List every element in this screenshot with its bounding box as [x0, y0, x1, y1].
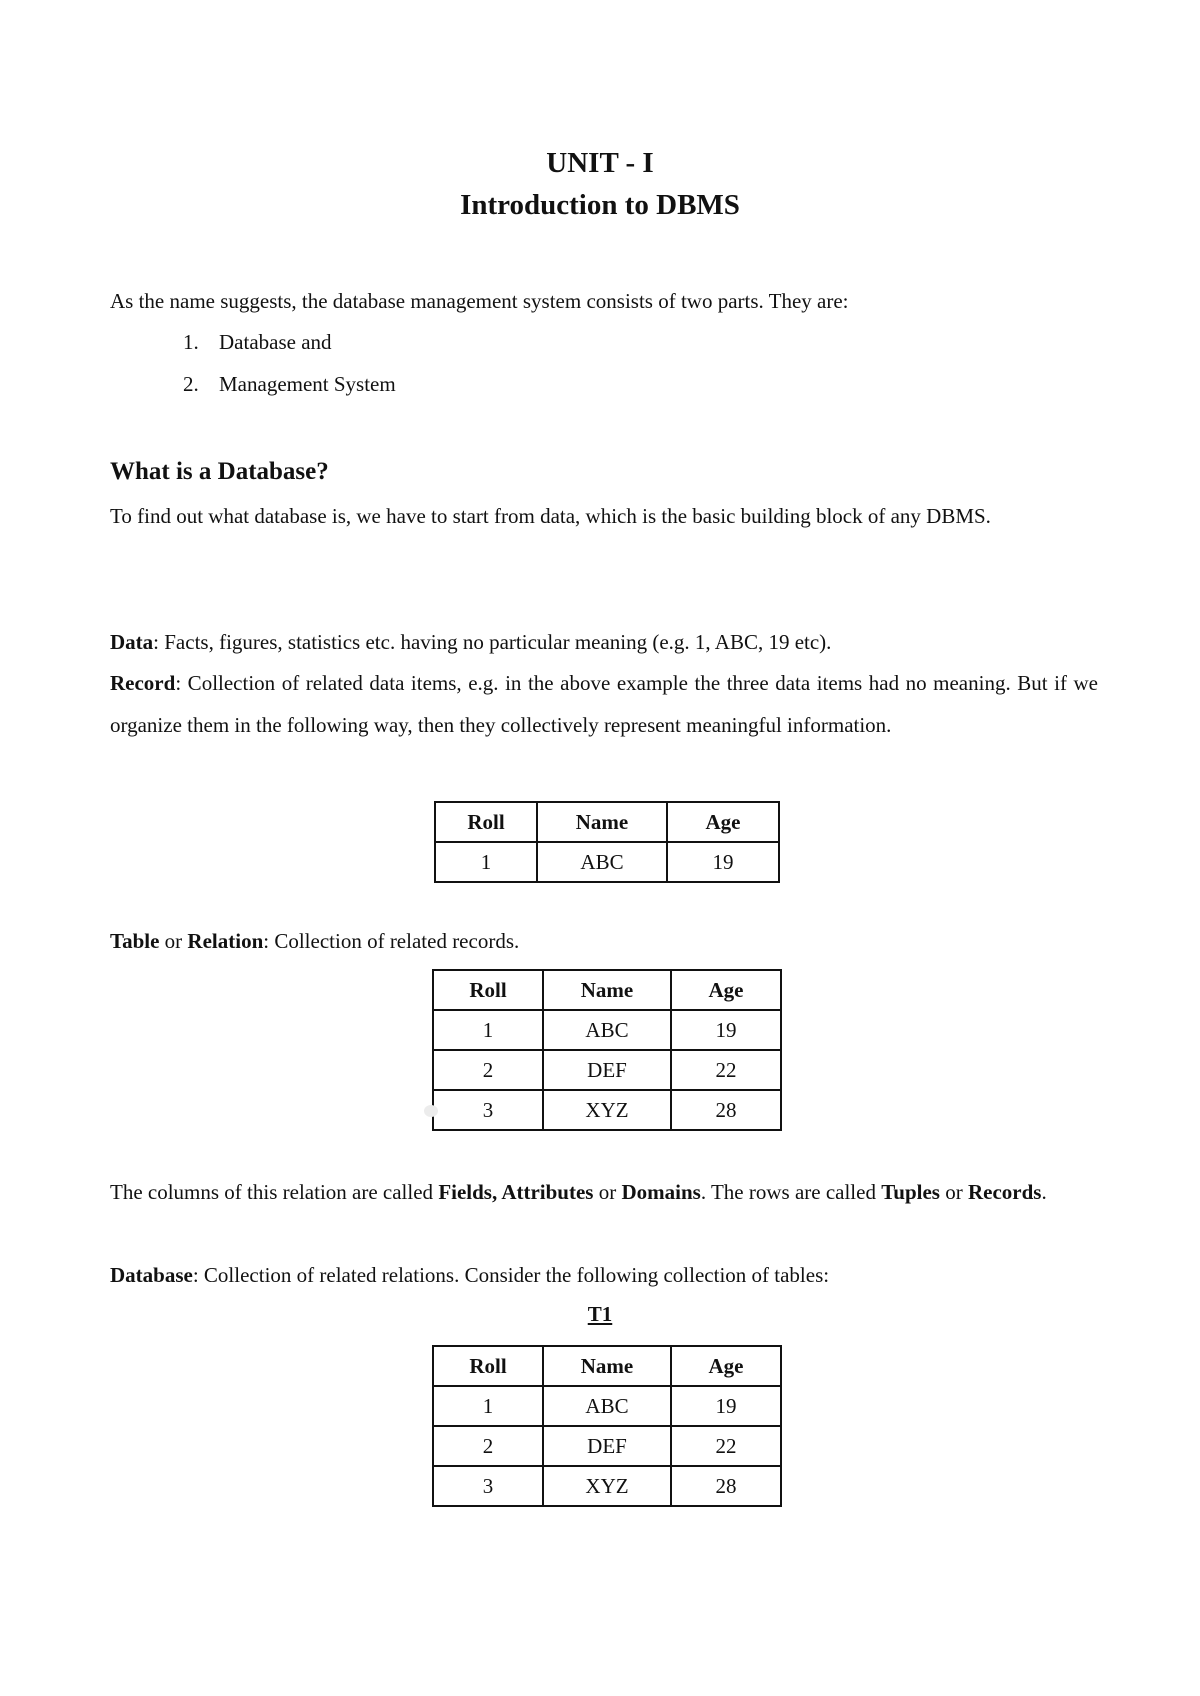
table-cell: 1: [433, 1386, 543, 1426]
table-cell: 22: [671, 1426, 781, 1466]
table-cell: XYZ: [543, 1090, 671, 1130]
section-paragraph: To find out what database is, we have to start from data, which is the basic building block of any DBMS.: [110, 504, 991, 528]
table-cell: DEF: [543, 1426, 671, 1466]
column-header: Roll: [433, 1346, 543, 1386]
t1-caption: T1: [587, 1302, 613, 1326]
table-header-row: [433, 970, 781, 1010]
table-cell: 19: [671, 1010, 781, 1050]
fields-term: Fields, Attributes: [438, 1180, 594, 1204]
table-cell: DEF: [543, 1050, 671, 1090]
data-definition: Data: Facts, figures, statistics etc. having no particular meaning (e.g. 1, ABC, 19 etc).: [110, 630, 832, 654]
table-cell: 19: [671, 1386, 781, 1426]
table-cell: 3: [433, 1090, 543, 1130]
table-cell: 22: [671, 1050, 781, 1090]
table-cell: 2: [433, 1426, 543, 1466]
column-header: Name: [543, 970, 671, 1010]
table-row: [435, 842, 779, 882]
table-header-row: [433, 1346, 781, 1386]
table-cell: 1: [435, 842, 537, 882]
table-cell: 19: [667, 842, 779, 882]
table-row: [433, 1090, 781, 1130]
parts-list: [183, 322, 396, 405]
intro-paragraph: As the name suggests, the database management system consists of two parts. They are:: [110, 289, 849, 313]
table-cell: 2: [433, 1050, 543, 1090]
table-cell: 3: [433, 1466, 543, 1506]
table-cell: XYZ: [543, 1466, 671, 1506]
domains-term: Domains: [621, 1180, 701, 1204]
table-cell: ABC: [543, 1386, 671, 1426]
table-row: [433, 1386, 781, 1426]
database-definition: Database: Collection of related relations. Consider the following collection of tables:: [110, 1263, 830, 1287]
page-title: [0, 143, 1200, 227]
table-definition: Table or Relation: Collection of related records.: [110, 929, 520, 953]
column-header: Age: [671, 970, 781, 1010]
column-header: Roll: [435, 802, 537, 842]
table-cell: ABC: [543, 1010, 671, 1050]
records-term: Records: [967, 1180, 1042, 1204]
column-header: Age: [667, 802, 779, 842]
columns-paragraph: The columns of this relation are called Fields, Attributes or Domains. The rows are called Tuples or Records.: [110, 1180, 1047, 1204]
relation-table: [432, 969, 782, 1131]
section-heading: What is a Database?: [110, 458, 329, 485]
t1-table: [432, 1345, 782, 1507]
table-cell: 1: [433, 1010, 543, 1050]
unit-title: UNIT - I: [546, 147, 654, 179]
column-header: Name: [543, 1346, 671, 1386]
scan-smudge: [424, 1105, 438, 1117]
column-header: Roll: [433, 970, 543, 1010]
table-term: Table: [110, 929, 160, 953]
record-definition: Record: Collection of related data items, e.g. in the above example the three data items had no meaning. But if we organize them in the following way, then they collectively represent meaningful information.: [110, 671, 1098, 737]
table-cell: 28: [671, 1466, 781, 1506]
list-item: 1. Database and: [183, 330, 332, 354]
table-row: [433, 1010, 781, 1050]
tuples-term: Tuples: [881, 1180, 940, 1204]
list-item: 2. Management System: [183, 371, 396, 396]
table-header-row: [435, 802, 779, 842]
column-header: Name: [537, 802, 667, 842]
table-cell: ABC: [537, 842, 667, 882]
table-row: [433, 1050, 781, 1090]
record-term: Record: [110, 671, 176, 695]
data-term: Data: [110, 630, 154, 654]
database-term: Database: [110, 1263, 193, 1287]
unit-subtitle: Introduction to DBMS: [460, 189, 740, 221]
column-header: Age: [671, 1346, 781, 1386]
relation-term: Relation: [187, 929, 264, 953]
table-row: [433, 1466, 781, 1506]
table-cell: 28: [671, 1090, 781, 1130]
record-table: [434, 801, 780, 883]
table-row: [433, 1426, 781, 1466]
